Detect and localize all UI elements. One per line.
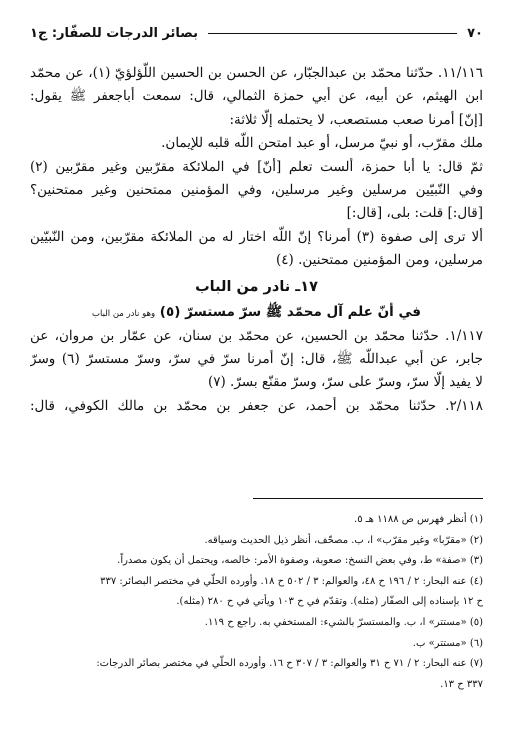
text-line: ١١/١١٦. حدّثنا محمّد بن عبدالجبّار، عن الحسن بن الحسين اللّؤلؤيّ (١)، عن محمّد xyxy=(30,65,483,81)
footnote: (١) أنظر فهرس ص ١١٨٨ هـ ٥. xyxy=(354,514,483,525)
footnote: (٢) «مقرّبا» وغير مقرّب» ا، ب. مصحّف، أنظر ذيل الحديث وسياقه. xyxy=(204,534,483,546)
text-line: [قال:] قلت: بلى، [قال:] xyxy=(346,205,483,222)
page-header xyxy=(30,22,483,44)
footnote: ح ١٢ بإسناده إلى الصفّار (مثله). وتقدّم في ح ١٠٣ ويأتي في ح ٢٨٠ (مثله). xyxy=(176,596,483,608)
footnotes xyxy=(30,510,483,695)
text-line: جابر، عن أبي عبداللّه ﷺ، قال: إنّ أمرنا سرّ في سرّ، وسرّ مستسرّ (٦) وسرّ xyxy=(30,350,483,367)
footnote: (٧) عنه البحار: ٢ / ٧١ ح ٣١ والعوالم: ٣ / ٣٠٧ ح ١٦. وأورده الحلّي في مختصر بصائر الدرجات: xyxy=(96,658,483,670)
running-title: بصائر الدرجات للصفّار: ج١ xyxy=(30,25,198,41)
text-line: ملك مقرّب، أو نبيّ مرسل، أو عبد امتحن اللّه قلبه للإيمان. xyxy=(161,135,483,152)
main-text xyxy=(30,62,483,418)
footnote: (٤) عنه البحار: ٢ / ١٩٦ ح ٤٨، والعوالم: ٣ / ٥٠٢ ح ١٨. وأورده الحلّي في مختصر البصائر: ٣٣٧ xyxy=(100,575,483,587)
footnote: ٣٣٧ ح ١٣. xyxy=(440,678,483,690)
chapter-title: ١٧ـ نادر من الباب xyxy=(195,278,318,295)
text-line: ٢/١١٨. حدّثنا محمّد بن أحمد، عن جعفر بن محمّد بن مالك الكوفي، قال: xyxy=(30,397,483,414)
text-line: ألا ترى إلى صفوة (٣) أمرنا؟ إنّ اللّه اختار له من الملائكة مقرّبين، ومن النّبيّين xyxy=(30,228,483,245)
text-line: وفي النّبيّين مرسلين وغير مرسلين، وفي المؤمنين ممتحنين وغير ممتحنين؟ xyxy=(30,181,483,198)
header-rule xyxy=(208,33,457,34)
page-number: ٧٠ xyxy=(467,25,483,41)
text-line: لا يفيد إلّا سرّ، وسرّ على سرّ، وسرّ مقنّع بسرّ. (٧) xyxy=(207,374,483,391)
footnote-separator xyxy=(253,498,483,499)
text-line: ابن الهيثم، عن أبيه، عن أبي حمزة الثمالي، قال: سمعت أباجعفر ﷺ يقول: xyxy=(30,88,483,105)
footnote: (٥) «مستتر» ا، ب. والمستسرّ بالشيء: المستخفي به. راجع ح ١١٩. xyxy=(204,616,483,628)
footnote: (٣) «صفة» ط، وفي بعض النسخ: صعوبة، وصفوة الأمر: خالصه، ويحتمل أن يكون مصدراً. xyxy=(117,555,483,567)
text-line: [إنّ] أمرنا صعب مستصعب، لا يحتمله إلّا ثلاثة: xyxy=(229,111,483,128)
footnote: (٦) «مستتر» ب. xyxy=(412,637,483,649)
chapter-subtitle-text: في أنّ علم آل محمّد ﷺ سرّ مستسرّ (٥) xyxy=(159,303,421,320)
chapter-subtitle-note: وهو نادر من الباب xyxy=(92,308,156,319)
text-line: مرسلين، ومن المؤمنين ممتحنين. (٤) xyxy=(275,252,483,269)
text-line: ١/١١٧. حدّثنا محمّد بن الحسين، عن محمّد بن سنان، عن عمّار بن مروان، عن xyxy=(30,327,483,344)
chapter-subtitle xyxy=(30,299,483,325)
text-line: ثمّ قال: يا أبا حمزة، ألست تعلم [أنّ] في الملائكة مقرّبين وغير مقرّبين (٢) xyxy=(30,158,483,175)
